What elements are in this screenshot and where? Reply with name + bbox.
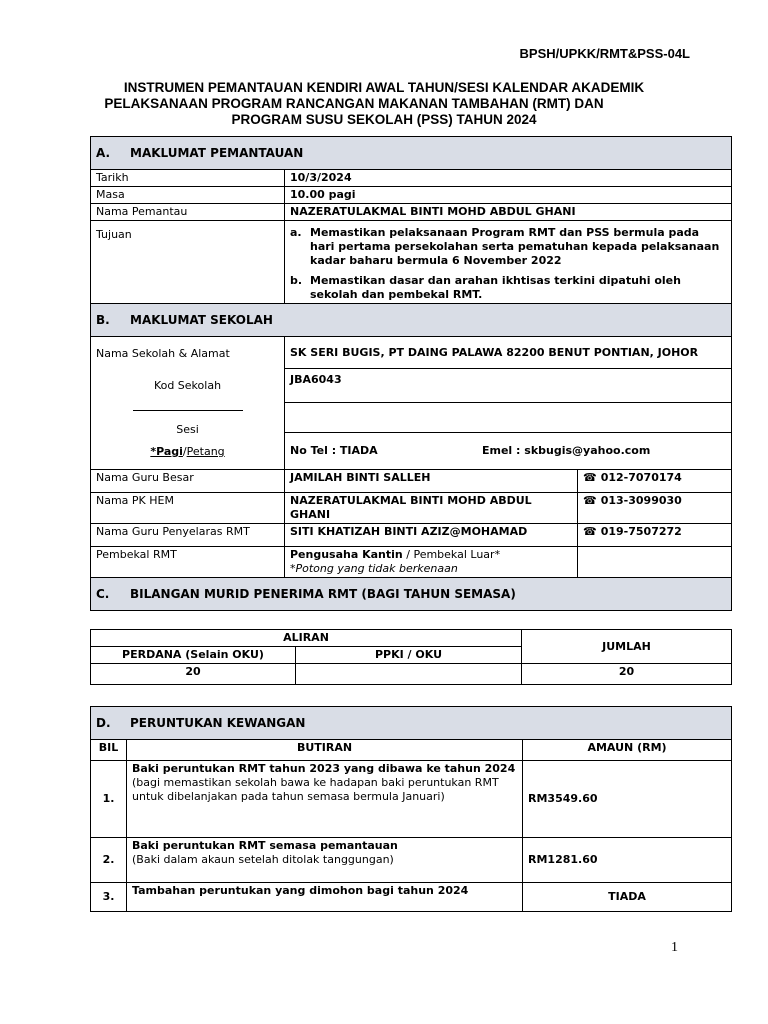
section-a-letter: A. [96, 146, 111, 160]
nama-sekolah-label: Nama Sekolah & Alamat [96, 347, 230, 360]
perdana-header: PERDANA (Selain OKU) [91, 647, 296, 664]
row-amaun: RM1281.60 [523, 838, 732, 883]
table-row [91, 761, 732, 838]
section-c-letter: C. [96, 587, 110, 601]
title-line-1: INSTRUMEN PEMANTAUAN KENDIRI AWAL TAHUN/SESI KALENDAR AKADEMIK [123, 80, 645, 95]
title-line-2: PELAKSANAAN PROGRAM RANCANGAN MAKANAN TAMBAHAN (RMT) DAN [104, 96, 604, 111]
page-number: 1 [671, 940, 678, 955]
section-c-table [90, 629, 732, 685]
row-pemantau [91, 204, 732, 221]
emel-value: Emel : skbugis@yahoo.com [482, 444, 651, 457]
kod-sekolah-value: JBA6043 [285, 369, 732, 403]
col-amaun: AMAUN (RM) [523, 740, 732, 761]
document-title [0, 80, 768, 128]
jumlah-header: JUMLAH [522, 630, 732, 664]
tarikh-label: Tarikh [91, 170, 285, 187]
pk-hem-value: NAZERATULAKMAL BINTI MOHD ABDUL GHANI [285, 493, 578, 524]
row-butiran: Tambahan peruntukan yang dimohon bagi tahun 2024 [127, 883, 523, 912]
section-b-letter: B. [96, 313, 110, 327]
row-butiran: Baki peruntukan RMT tahun 2023 yang dibawa ke tahun 2024 (bagi memastikan sekolah bawa ke hadapan baki peruntukan RMT untuk dibelanjakan pada tahun semasa bermula Januari) [127, 761, 523, 838]
section-b-heading: MAKLUMAT SEKOLAH [130, 313, 273, 327]
row-pembekal [91, 547, 732, 578]
section-d-letter: D. [96, 716, 111, 730]
tujuan-value [285, 221, 732, 304]
pemantau-label: Nama Pemantau [91, 204, 285, 221]
table-row [91, 838, 732, 883]
aliran-header: ALIRAN [91, 630, 522, 647]
jumlah-value: 20 [522, 664, 732, 685]
row-tarikh [91, 170, 732, 187]
sesi-label: Sesi [176, 423, 199, 436]
kod-sekolah-label: Kod Sekolah [153, 379, 222, 392]
tel-value: No Tel : TIADA [290, 444, 378, 457]
guru-besar-phone: ☎ 012-7070174 [578, 470, 732, 493]
section-a-heading: MAKLUMAT PEMANTAUAN [130, 146, 304, 160]
sekolah-labels [91, 337, 285, 470]
contact-cell [285, 433, 732, 470]
document-code: BPSH/UPKK/RMT&PSS-04L [519, 46, 690, 61]
section-c-header [91, 578, 732, 611]
guru-besar-value: JAMILAH BINTI SALLEH [285, 470, 578, 493]
row-amaun: RM3549.60 [523, 761, 732, 838]
pembekal-value: Pengusaha Kantin / Pembekal Luar* *Potong yang tidak berkenaan [285, 547, 578, 578]
penyelaras-value: SITI KHATIZAH BINTI AZIZ@MOHAMAD [285, 524, 578, 547]
tujuan-label: Tujuan [91, 221, 285, 304]
masa-label: Masa [91, 187, 285, 204]
section-c-heading: BILANGAN MURID PENERIMA RMT (BAGI TAHUN SEMASA) [130, 587, 516, 601]
section-d-columns [91, 740, 732, 761]
pemantau-value: NAZERATULAKMAL BINTI MOHD ABDUL GHANI [285, 204, 732, 221]
row-bil: 1. [91, 761, 127, 838]
row-pk-hem [91, 493, 732, 524]
masa-value: 10.00 pagi [285, 187, 732, 204]
col-butiran: BUTIRAN [127, 740, 523, 761]
section-d-heading: PERUNTUKAN KEWANGAN [130, 716, 306, 730]
monitoring-table [90, 136, 732, 611]
penyelaras-label: Nama Guru Penyelaras RMT [91, 524, 285, 547]
pembekal-empty [578, 547, 732, 578]
penyelaras-phone: ☎ 019-7507272 [578, 524, 732, 547]
pk-hem-phone: ☎ 013-3099030 [578, 493, 732, 524]
section-d-header [91, 707, 732, 740]
title-line-3: PROGRAM SUSU SEKOLAH (PSS) TAHUN 2024 [231, 112, 537, 127]
pembekal-note: *Potong yang tidak berkenaan [290, 562, 458, 575]
tujuan-item: a. Memastikan pelaksanaan Program RMT dan PSS bermula pada hari pertama persekolahan serta pematuhan kepada pelaksanaan kadar baharu bermula 6 November 2022 [290, 226, 720, 267]
col-bil: BIL [91, 740, 127, 761]
row-nama-sekolah [91, 337, 732, 369]
row-masa [91, 187, 732, 204]
row-penyelaras [91, 524, 732, 547]
tujuan-item: b. Memastikan dasar dan arahan ikhtisas terkini dipatuhi oleh sekolah dan pembekal RMT. [290, 274, 681, 301]
table-row [91, 883, 732, 912]
guru-besar-label: Nama Guru Besar [91, 470, 285, 493]
section-b-header [91, 304, 732, 337]
tarikh-value: 10/3/2024 [285, 170, 732, 187]
ppki-value [296, 664, 522, 685]
blank-line [96, 401, 279, 415]
perdana-value: 20 [91, 664, 296, 685]
row-tujuan [91, 221, 732, 304]
section-a-header [91, 137, 732, 170]
row-bil: 2. [91, 838, 127, 883]
nama-sekolah-value: SK SERI BUGIS, PT DAING PALAWA 82200 BENUT PONTIAN, JOHOR [285, 337, 732, 369]
ppki-header: PPKI / OKU [296, 647, 522, 664]
pembekal-label: Pembekal RMT [91, 547, 285, 578]
row-guru-besar [91, 470, 732, 493]
section-d-table [90, 706, 732, 912]
sesi-value: *Pagi/Petang [150, 445, 225, 458]
row-bil: 3. [91, 883, 127, 912]
blank-cell [285, 403, 732, 433]
row-amaun: TIADA [523, 883, 732, 912]
row-butiran: Baki peruntukan RMT semasa pemantauan (Baki dalam akaun setelah ditolak tanggungan) [127, 838, 523, 883]
pk-hem-label: Nama PK HEM [91, 493, 285, 524]
